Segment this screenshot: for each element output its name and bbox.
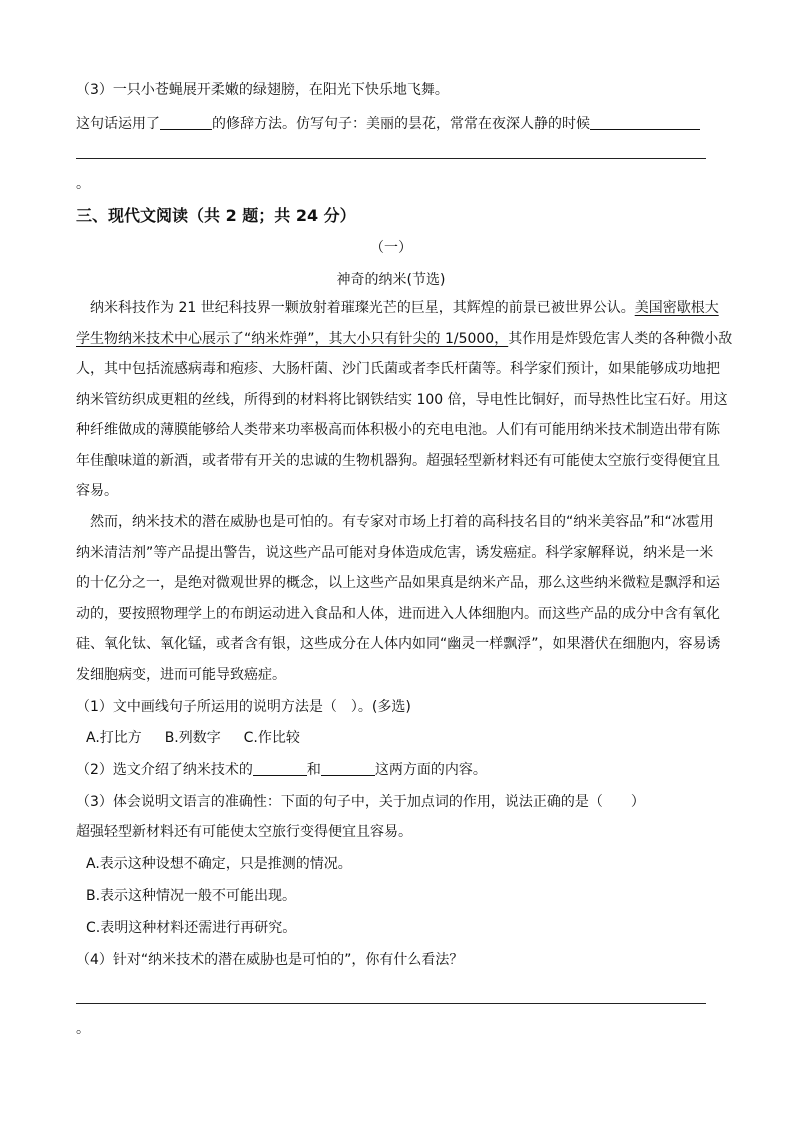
question-3-sentence: 超强轻型新材料还有可能使太空旅行变得便宜且容易。 [76, 824, 412, 840]
p2-line-2: 纳米清洁剂”等产品提出警告，说这些产品可能对身体造成危害，诱发癌症。科学家解释说，纳米是一米 [76, 545, 714, 561]
question-3: （3）体会说明文语言的准确性：下面的句子中，关于加点词的作用，说法正确的是（ ） [76, 794, 645, 810]
rhetoric-answer-blank[interactable] [160, 115, 212, 130]
question-3-option-a[interactable]: A.表示这种设想不确定，只是推测的情况。 [86, 856, 352, 872]
p1-line-6: 年佳酿味道的新酒，或者带有开关的忠诚的生物机器狗。超强轻型新材料还有可能使太空旅行变得便宜且 [76, 453, 720, 469]
p1-text: 纳米科技作为 21 世纪科技界一颗放射着璀璨光芒的巨星，其辉煌的前景已被世界公认。 [76, 300, 635, 316]
prev-q3-prompt [76, 114, 700, 134]
question-1-options [76, 728, 300, 748]
prev-q3-prompt-b: 的修辞方法。仿写句子：美丽的昙花，常常在夜深人静的时候 [212, 116, 590, 132]
question-1: （1）文中画线句子所运用的说明方法是（ ）。(多选) [76, 699, 411, 715]
p1-line-1 [76, 298, 719, 318]
p2-line-1: 然而，纳米技术的潜在威胁也是可怕的。有专家对市场上打着的高科技名目的“纳米美容品”和“冰雹用 [76, 514, 714, 530]
option-b[interactable]: B.列数字 [164, 730, 221, 746]
question-2-c: 这两方面的内容。 [374, 762, 487, 778]
p1-line-2 [76, 329, 732, 349]
article-title: 神奇的纳米(节选) [336, 272, 446, 288]
question-2 [76, 760, 487, 780]
p1-line-5: 种纤维做成的薄膜能够给人类带来功率极高而体积极小的充电电池。人们有可能用纳米技术制造出带有陈 [76, 422, 720, 438]
underlined-sentence-part-1: 美国密歇根大 [634, 300, 719, 316]
p2-line-3: 的十亿分之一，是绝对微观世界的概念，以上这些产品如果真是纳米产品，那么这些纳米微粒是飘浮和运 [76, 575, 720, 591]
question-4: （4）针对“纳米技术的潜在威胁也是可怕的”，你有什么看法？ [76, 952, 464, 968]
q2-blank-1[interactable] [253, 761, 307, 776]
answer-line-2[interactable] [76, 1003, 706, 1004]
q2-blank-2[interactable] [321, 761, 375, 776]
p1-line-7: 容易。 [76, 483, 118, 499]
underlined-sentence-part-2: 学生物纳米技术中心展示了“纳米炸弹”，其大小只有针尖的 1/5000， [76, 331, 509, 347]
answer-end-period: 。 [76, 176, 90, 192]
p1-text: 其作用是炸毁危害人类的各种微小敌 [508, 331, 733, 347]
option-c[interactable]: C.作比较 [243, 730, 300, 746]
p2-line-6: 发细胞病变，进而可能导致癌症。 [76, 667, 286, 683]
prev-q3-sentence: （3）一只小苍蝇展开柔嫩的绿翅膀，在阳光下快乐地飞舞。 [76, 82, 449, 98]
option-a[interactable]: A.打比方 [86, 730, 142, 746]
question-2-a: （2）选文介绍了纳米技术的 [76, 762, 253, 778]
p2-line-4: 动的，要按照物理学上的布朗运动进入食品和人体，进而进入人体细胞内。而这些产品的成分中含有氧化 [76, 606, 720, 622]
question-3-option-b[interactable]: B.表示这种情况一般不可能出现。 [86, 888, 297, 904]
p1-line-3: 人，其中包括流感病毒和疱疹、大肠杆菌、沙门氏菌或者李氏杆菌等。科学家们预计，如果能够成功地把 [76, 361, 720, 377]
p2-line-5: 硅、氧化钛、氧化锰，或者含有银，这些成分在人体内如同“幽灵一样飘浮”，如果潜伏在细胞内，容易诱 [76, 636, 721, 652]
question-3-option-c[interactable]: C.表明这种材料还需进行再研究。 [86, 920, 297, 936]
prev-q3-prompt-a: 这句话运用了 [76, 116, 160, 132]
q4-end-period: 。 [76, 1021, 90, 1037]
imitation-answer-blank[interactable] [590, 115, 700, 130]
answer-line-1[interactable] [76, 158, 706, 159]
part-label: （一） [370, 240, 412, 256]
section-heading: 三、现代文阅读（共 2 题；共 24 分） [76, 206, 356, 225]
p1-line-4: 纳米管纺织成更粗的丝线，所得到的材料将比钢铁结实 100 倍，导电性比铜好，而导热性比宝石好。用这 [76, 392, 728, 408]
question-2-b: 和 [306, 762, 321, 778]
